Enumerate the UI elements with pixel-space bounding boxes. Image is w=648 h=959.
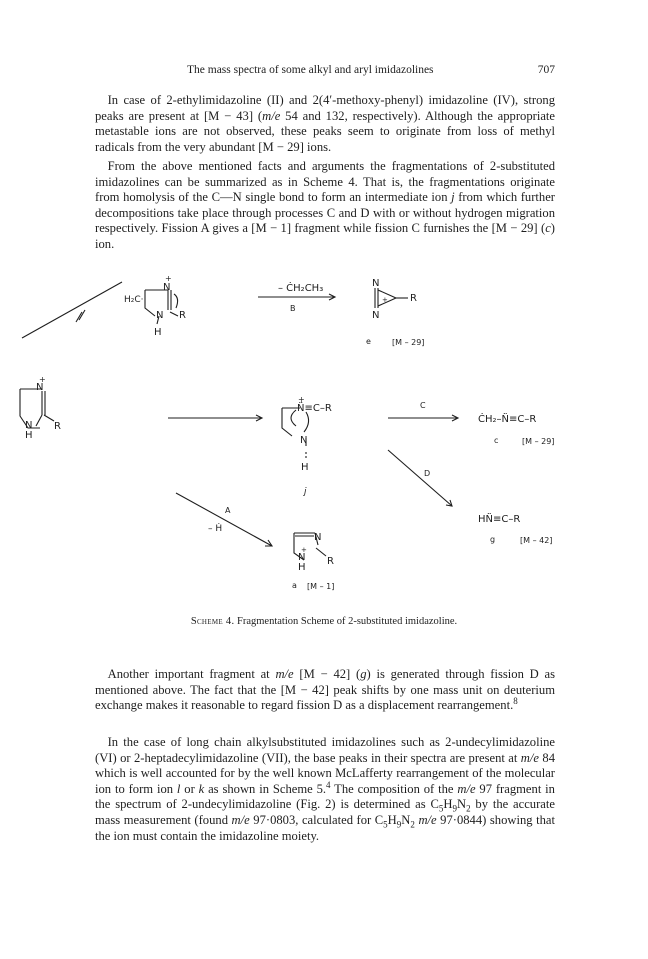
charge-label: + [301, 546, 307, 554]
atom-label: N [156, 310, 164, 321]
text-segment: 54 and 132, respectively). Although the appropriate metastable ions are not observed, these peaks seem to originate from loss of methyl radicals from the very abundant [M − 29] ions. [95, 108, 555, 154]
charge-label: + [165, 274, 172, 283]
paragraph [95, 735, 555, 844]
text-segment: H [443, 797, 453, 812]
text-segment: H [387, 812, 397, 827]
paragraph [95, 667, 555, 714]
arrow-label-minus-H: – Ḣ [208, 524, 223, 534]
caption-text: Fragmentation Scheme of 2-substituted imidazoline. [234, 616, 458, 627]
text-segment: c [545, 221, 551, 236]
text-segment: N [401, 812, 411, 827]
atom-label: H [298, 562, 306, 573]
arrow-label-loss: – ĊH₂CH₃ [278, 283, 324, 294]
text-segment: 9 [452, 803, 457, 814]
text-segment: as shown in Scheme 5. [204, 781, 327, 796]
text-segment: m/e [262, 108, 281, 123]
text-segment: In the case of long chain alkylsubstituted imidazolines such as 2-undecylimidazoline (VI) or 2-heptadecylimidazoline (VII), the base peaks in their spectra are present at [95, 735, 555, 765]
text-segment: 2 [410, 819, 415, 830]
fragment-c-label: c [494, 436, 499, 445]
text-segment: [M − 42] ( [293, 667, 361, 681]
atom-label: H [301, 462, 309, 473]
arrow-A [176, 493, 272, 546]
atom-label: N [372, 278, 380, 289]
text-segment: 5 [383, 819, 388, 830]
text-segment: 4 [326, 779, 331, 790]
atom-label: R [410, 293, 417, 304]
text-segment: From the above mentioned facts and arguments the fragmentations of 2-substituted imidazolines can be summarized as in Scheme 4. That is, the fragmentations originate from homolysis of the C—N single bond to form an intermediate ion [95, 159, 555, 205]
fragment-e-label: e [366, 337, 371, 346]
charge-label: + [298, 395, 305, 404]
text-segment: l [176, 781, 181, 796]
text-segment: 5 [438, 803, 444, 814]
text-segment: by the accurate mass measurement (found [95, 797, 555, 827]
text-segment: 97·0844) showing that the ion must contain the imidazoline moiety. [95, 812, 555, 843]
text-segment: m/e [457, 781, 476, 796]
atom-label: N [300, 435, 308, 446]
text-segment: 2 [466, 803, 471, 814]
intermediate-j-label: j [304, 487, 307, 497]
fragment-g-label: g [490, 535, 496, 544]
text-segment: from which further decompositions take place through processes C and D with or without hydrogen migration respectively. Fission A gives a [M − 1] fragment while fission C furnishes the [M − 29] ( [95, 190, 556, 236]
text-segment: 8 [513, 696, 518, 706]
arrow-D [388, 450, 452, 506]
text-segment: 84 which is well accounted for by the well known McLafferty rearrangement of the molecular ion to form ion [95, 750, 555, 796]
atom-label: R [179, 310, 186, 321]
j-nitrile: N̈≡C–R [297, 403, 332, 414]
text-segment: or [180, 781, 199, 796]
atom-label: R [54, 421, 61, 432]
text-segment: m/e [520, 750, 539, 765]
fragment-c-mass: [M – 29] [522, 437, 555, 446]
fragment-g-mass: [M – 42] [520, 536, 553, 545]
text-segment: k [198, 781, 205, 796]
text-segment: m/e [275, 667, 294, 681]
text-segment: N [456, 797, 467, 812]
text-segment: The composition of the [330, 781, 458, 796]
text-segment: In case of 2-ethylimidazoline (II) and 2(4′-methoxy-phenyl) imidazoline (IV), strong peaks are present at [M − 43] ( [95, 93, 555, 123]
fragment-a-mass: [M – 1] [307, 582, 335, 591]
text-segment: Another important fragment at [107, 667, 276, 681]
atom-label: H₂C· [124, 295, 144, 305]
charge-label: + [382, 296, 388, 304]
forbidden-arrow [22, 282, 122, 338]
intermediate-j-structure [282, 408, 309, 460]
arrow-label-D: D [424, 469, 431, 478]
text-segment: ) is generated through fission D as mentioned above. The fact that the [M − 42] peak shifts by one mass unit on deuterium exchange makes it reasonable to regard fission D as a displacement rearrangement. [95, 667, 555, 713]
arrow-label-A: A [225, 506, 231, 515]
paragraph [95, 93, 555, 155]
atom-label: N [298, 552, 306, 563]
atom-label: N [163, 282, 171, 293]
fragment-g-formula: HN̈≡C–R [478, 514, 521, 525]
caption-prefix: Scheme 4. [190, 616, 235, 627]
fragment-a-label: a [292, 581, 297, 590]
atom-label: N [314, 532, 322, 543]
fragmentation-scheme [25, 274, 580, 608]
text-segment: j [451, 190, 455, 205]
text-segment: m/e [231, 812, 250, 827]
atom-label: H [25, 430, 33, 441]
fragment-c-formula: ĊH₂–N̈≡C–R [478, 414, 537, 425]
text-segment: 97·0803, calculated for C [249, 812, 384, 827]
text-segment: 9 [396, 819, 402, 830]
charge-label: + [39, 375, 46, 384]
atom-label: N [372, 310, 380, 321]
atom-label: N [36, 382, 44, 393]
running-title: The mass spectra of some alkyl and aryl imidazolines [187, 64, 434, 76]
paragraph [95, 159, 555, 253]
text-segment: 97 fragment in the spectrum of 2-undecylimidazoline (Fig. 2) is determined as C [95, 781, 555, 812]
text-segment: m/e [418, 812, 437, 827]
arrow-label-B: B [290, 304, 296, 313]
fragment-e-mass: [M – 29] [392, 338, 425, 347]
arrow-label-C: C [420, 401, 426, 410]
fragment-e-structure [375, 288, 408, 308]
atom-label: H [154, 327, 162, 338]
atom-label: R [327, 556, 334, 567]
page-number: 707 [537, 64, 555, 76]
scheme-caption [0, 616, 648, 627]
text-segment: g [360, 667, 367, 681]
atom-label: N [25, 420, 33, 431]
text-segment: ) ion. [95, 221, 555, 251]
